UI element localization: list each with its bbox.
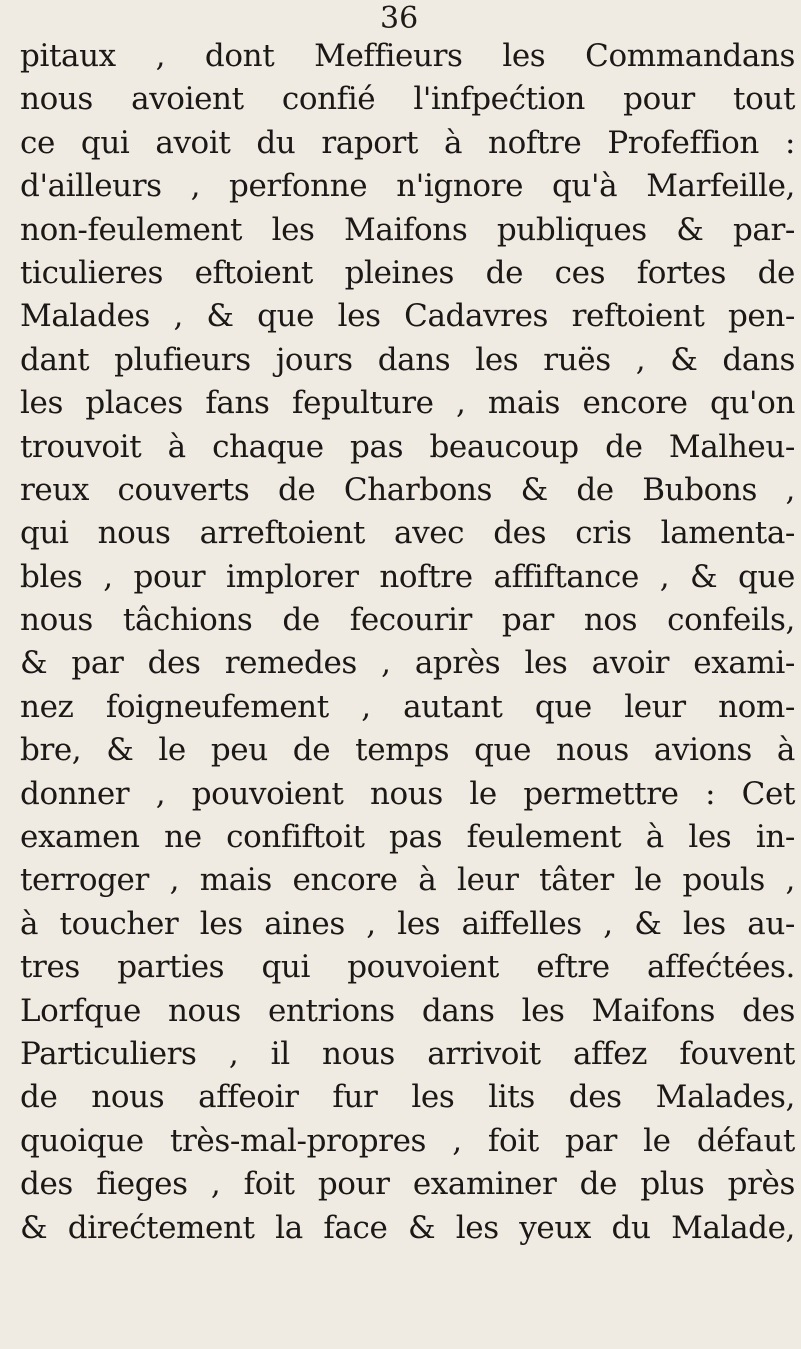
text-line: ticulieres eftoient pleines de ces fortes de xyxy=(20,254,795,291)
text-line: non-feulement les Maifons publiques & par- xyxy=(20,211,795,248)
text-line: des fieges , foit pour examiner de plus près xyxy=(20,1166,795,1203)
text-line: Lorfque nous entrions dans les Maifons des xyxy=(20,992,795,1029)
text-line: tres parties qui pouvoient eftre affećtées. xyxy=(20,949,795,986)
text-line: Malades , & que les Cadavres reftoient pen- xyxy=(20,298,795,335)
text-line: Particuliers , il nous arrivoit affez fouvent xyxy=(20,1035,795,1072)
text-line: trouvoit à chaque pas beaucoup de Malheu- xyxy=(20,428,795,465)
text-line: de nous affeoir fur les lits des Malades, xyxy=(20,1079,795,1116)
text-line: bre, & le peu de temps que nous avions à xyxy=(20,732,795,769)
text-line: quoique très-mal-propres , foit par le défaut xyxy=(20,1122,795,1159)
text-line: examen ne confiftoit pas feulement à les in- xyxy=(20,819,795,856)
text-line: dant plufieurs jours dans les ruës , & dans xyxy=(20,341,795,378)
text-line: d'ailleurs , perfonne n'ignore qu'à Marfeille, xyxy=(20,168,795,205)
text-line: qui nous arreftoient avec des cris lamenta- xyxy=(20,515,795,552)
text-line: pitaux , dont Meffieurs les Commandans xyxy=(20,38,795,74)
text-line: nez foigneufement , autant que leur nom- xyxy=(20,688,795,725)
text-line: & direćtement la face & les yeux du Malade, xyxy=(20,1209,795,1246)
text-line: nous tâchions de fecourir par nos confeils, xyxy=(20,602,795,639)
text-line: & par des remedes , après les avoir exami- xyxy=(20,645,795,682)
text-line: donner , pouvoient nous le permettre : Cet xyxy=(20,775,795,812)
text-line: nous avoient confié l'infpećtion pour tout xyxy=(20,81,795,118)
text-line: terroger , mais encore à leur tâter le pouls , xyxy=(20,862,795,899)
text-line: les places fans fepulture , mais encore qu'on xyxy=(20,385,795,422)
text-line: bles , pour implorer noftre affiftance , & que xyxy=(20,558,795,595)
body-text xyxy=(20,35,795,1250)
text-line: ce qui avoit du raport à noftre Profeffion : xyxy=(20,124,795,161)
text-line: à toucher les aines , les aiffelles , & les au- xyxy=(20,905,795,942)
page-number: 36 xyxy=(380,1,419,36)
text-line: reux couverts de Charbons & de Bubons , xyxy=(20,471,795,508)
